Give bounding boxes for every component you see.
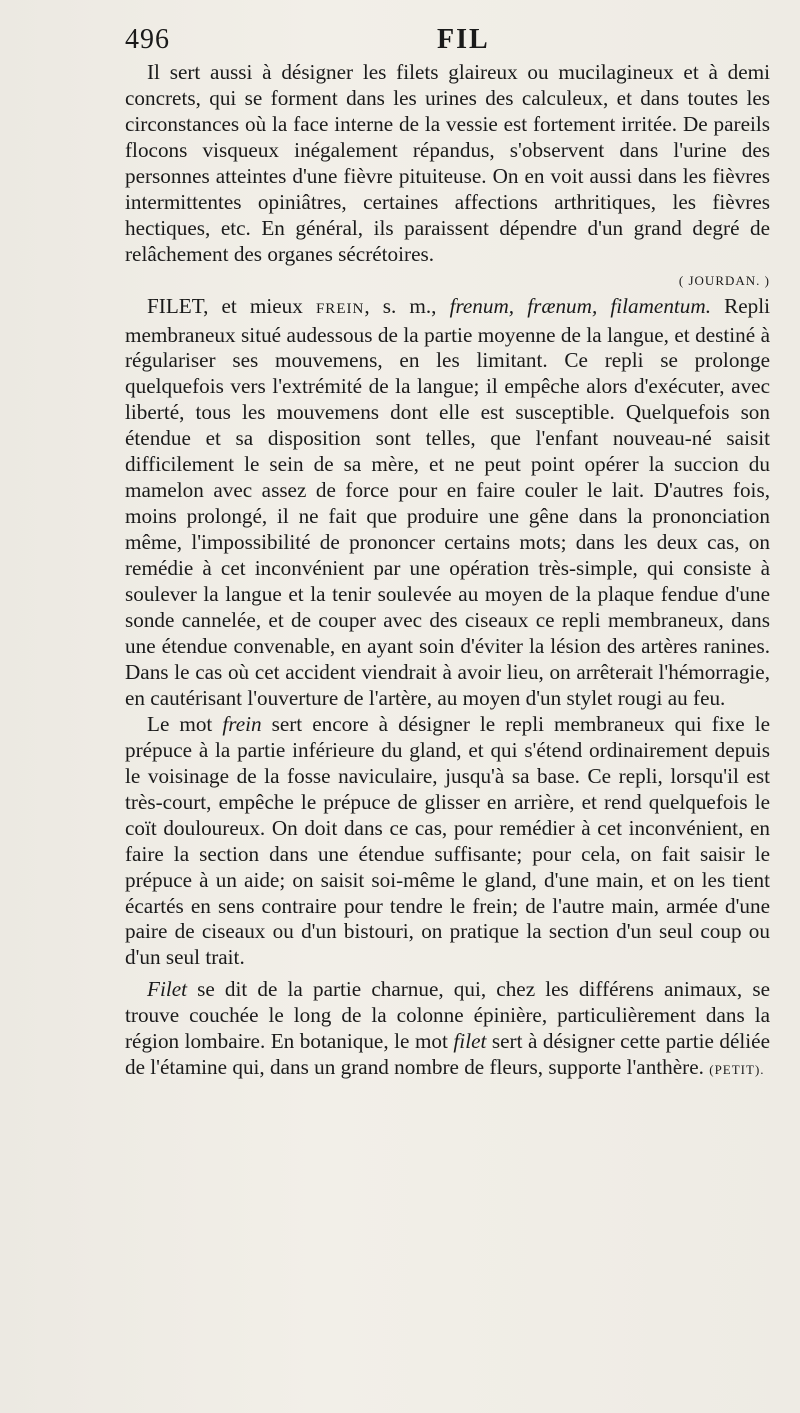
entry-definition: Repli membraneux situé audessous de la partie moyenne de la langue, et destiné à régulariser ses mouvemens, en les limitant. Ce repli se prolonge quelquefois vers l'extrémité de la langue; il empêche alors d'exécuter, avec liberté, tous les mouvemens dont elle est susceptible. Quelquefois son étendue et sa disposition sont telles, que l'enfant nouveau-né saisit difficilement le sein de sa mère, et ne peut point opérer la succion du mamelon avec assez de force pour en faire couler le lait. D'autres fois, moins prolongé, il ne fait que produire une gêne dans la prononciation même, l'impossibilité de prononcer certains mots; dans les deux cas, on remédie à cet inconvénient par une opération très-simple, qui consiste à soulever la langue et la tenir soulevée au moyen de la plaque fendue d'une sonde cannelée, et de couper avec des ciseaux ce repli membraneux, dans une étendue convenable, en ayant soin d'éviter la lésion des artères ranines. Dans le cas où cet accident viendrait à avoir lieu, on arrêterait l'hémorragie, en cautérisant l'ouverture de l'artère, au moyen d'un stylet rougi au feu. (125, 293, 771, 710)
paragraph-term-2: filet (453, 1029, 487, 1054)
entry-connector: , et mieux (203, 293, 303, 318)
page-header (125, 24, 765, 54)
paragraph-text: Il sert aussi à désigner les filets glaireux ou mucilagineux et à demi concrets, qui se forment dans les urines des calculeux, et dans toutes les circonstances où la face interne de la vessie est fortement irritée. De pareils flocons visqueux inégalement répandus, s'observent dans l'urine des personnes atteintes d'une fièvre pituiteuse. On en voit aussi dans les fièvres intermittentes opiniâtres, certaines affections arthritiques, les fièvres hectiques, etc. En général, ils paraissent dépendre d'un grand degré de relâchement des organes sécrétoires. (125, 60, 770, 266)
paragraph-term: frein (222, 711, 262, 736)
paragraph-text: sert encore à désigner le repli membraneux qui fixe le prépuce à la partie inférieure du gland, et qui s'étend ordinairement depuis le voisinage de la fosse naviculaire, jusqu'à sa base. Ce repli, lorsqu'il est très-court, empêche le prépuce de glisser en arrière, et rend quelquefois le coït douloureux. On doit dans ce cas, pour remédier à cet inconvénient, en faire la section dans une étendue suffisante; pour cela, on fait saisir le prépuce à un aide; on saisit soi-même le gland, d'une main, et on les tient écartés en sens contraire pour tendre le frein; de l'autre main, armée d'une paire de ciseaux ou d'un bistouri, on pratique la section d'un seul coup ou d'un seul trait. (125, 711, 770, 970)
paragraph-term: Filet (147, 977, 188, 1002)
paragraph-filet-botany (125, 977, 770, 1083)
paragraph-text: se dit de la partie charnue, qui, chez les différens animaux, se trouve couchée le long de la colonne épinière, particulièrement dans la région lombaire. En botanique, le mot (125, 977, 770, 1054)
entry-headword: FILET (147, 293, 204, 318)
paragraph-lead: Le mot (147, 711, 213, 736)
page-number: 496 (125, 24, 170, 55)
entry-grammar: , s. m., (364, 293, 437, 318)
entry-filet (125, 294, 770, 712)
paragraph-mucilage (125, 60, 770, 268)
author-signature-petit: (PETIT). (709, 1062, 765, 1078)
paragraph-text-2: sert à désigner cette partie déliée de l'étamine qui, dans un grand nombre de fleurs, supporte l'anthère. (125, 1029, 770, 1080)
entry-latin-terms: frenum, frænum, filamentum. (449, 293, 711, 318)
running-head: FIL (437, 24, 490, 55)
body-text (125, 60, 770, 1083)
author-signature-jourdan: ( JOURDAN. ) (678, 272, 770, 288)
entry-alt-headword: FREIN (315, 300, 365, 317)
paragraph-frein (125, 712, 770, 972)
